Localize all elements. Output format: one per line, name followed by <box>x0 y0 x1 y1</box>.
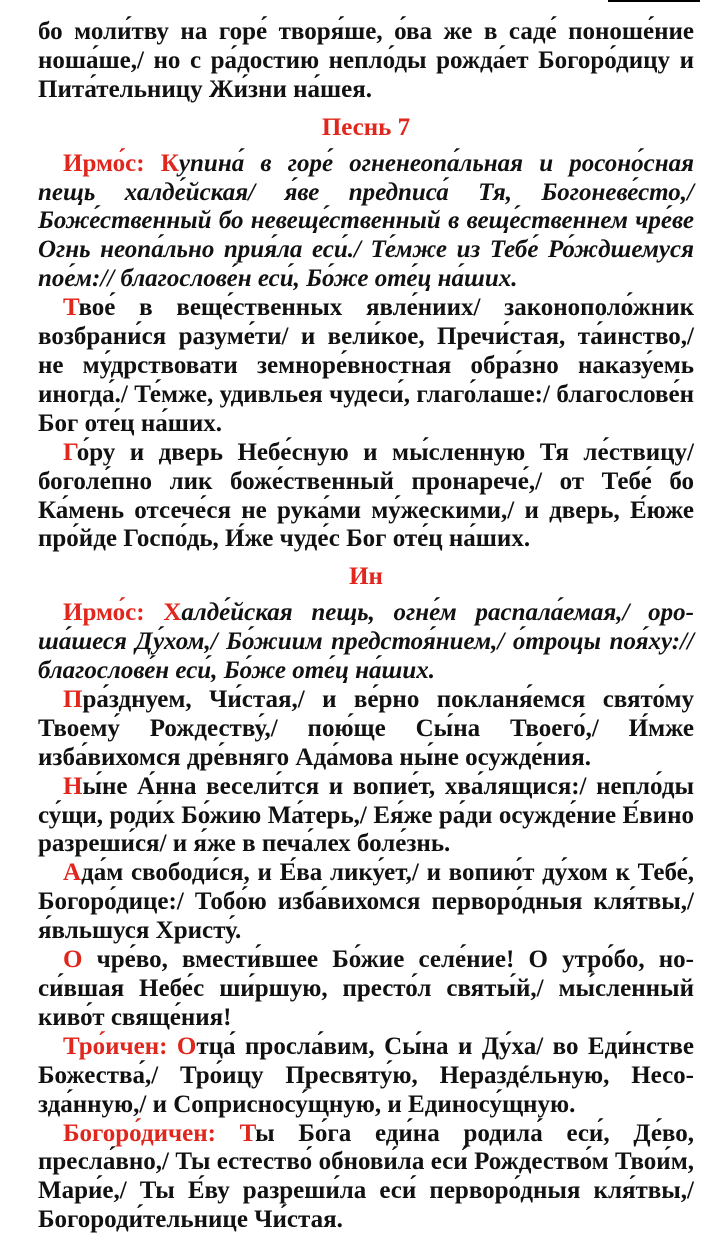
drop-initial: Х <box>163 599 182 627</box>
drop-initial: Н <box>63 772 83 800</box>
theotokion-label: Богоро́дичен: <box>63 1119 216 1147</box>
irmos-text: упина́ в горе́ огненеопа́льная и росоно́сная пещь халде́йская/ я́ве предписа́ Тя, Богоневе́сто,/ Боже́ственный бо невеще́ственный в веще́ственнем чре́ве Огнь неопа́льно прия́ла еси́./ Те́мже из Тебе́ Ро́ждшемуся пое́м:// благослове́н еси́, Бо́же оте́ц на́ших. <box>38 149 695 293</box>
troparion-text: да́м свободи́ся, и Е́ва лику́ет,/ и вопию́т ду́хом к Тебе́, Богоро́дице:/ Тобо́ю изба́вихомся первоpо́дныя кля́твы,/ я́вльшуся Христу́. <box>38 859 694 945</box>
theotokion <box>38 1120 694 1235</box>
inny-heading: Ин <box>349 563 383 591</box>
inny-troparion-1 <box>38 686 694 773</box>
troparion-text: вое́ в веще́ственных явле́ниих/ законополо́жник возбрани́ся разуме́ти/ и вели́кое, Пречи́стая, та́инство,/ не му́дрствовати земноре́вностная обра́зно наказу́емь иногда́./ Те́мже, удивльея чудеси́, глаго́лаше:/ благослове́н Бог оте́ц на́ших. <box>38 294 694 437</box>
inny-troparion-2 <box>38 773 694 860</box>
page-text <box>38 18 694 1235</box>
ode7-troparion-1 <box>38 294 694 439</box>
trinity-text: тца́ просла́вим, Сы́на и Ду́ха/ во Еди́нстве Божества́,/ Тро́ицу Пресвяту́ю, Нераздéльную, Несо-зда́нную,/ и Соприсносу́щную, и Единосу́щную. <box>38 1032 694 1118</box>
troparion-text: чре́во, вмести́вшее Бо́жие селе́ние! О утро́бо, но-си́вшая Небе́с ши́ршую, престо́л святы́й,/ мы́сленный киво́т свяще́ния! <box>38 946 694 1031</box>
irmos-text: алде́йская пещь, огне́м распала́емая,/ оро-ша́шеся Ду́хом,/ Бо́жиим предстоя́нием,/ о́троцы поя́ху:// благослове́н еси́, Бо́же оте́ц на́ших. <box>38 599 695 685</box>
troparion-text: ра́зднуем, Чи́стая,/ и ве́рно покланя́емся свято́му Твоему́ Рождеству́,/ пою́ще Сы́на Твоего́,/ И́мже изба́вихомся дре́вняго Ада́мова ны́не осужде́ния. <box>38 685 694 771</box>
trinity-label: Тро́ичен: <box>63 1032 168 1060</box>
trinity-troparion <box>38 1033 694 1120</box>
drop-initial: О <box>176 1032 197 1060</box>
ode7-irmos <box>38 150 694 295</box>
drop-initial: Г <box>63 438 77 466</box>
continuation-text: бо моли́тву на горе́ творя́ше, о́ва же в саде́ поноше́ние ноша́ше,/ но с ра́достию непло́ды рожда́ет Богоро́дицу и Пита́тельницу Жи́зни на́шея. <box>38 18 694 103</box>
inny-troparion-4 <box>38 946 694 1033</box>
inny-troparion-3 <box>38 859 694 946</box>
irmos-label: Ирмо́с: <box>63 149 145 177</box>
troparion-text: ы́не А́нна весели́тся и вопие́т, хва́лящися:/ непло́ды су́щи, роди́х Бо́жию Ма́терь,/ Ея́же ра́ди осужде́ние Е́вино разреши́ся/ и я́же в печа́лех боле́знь. <box>38 772 694 858</box>
drop-initial: К <box>160 149 179 177</box>
troparion-text: о́ру и дверь Небе́сную и мы́сленную Тя ле́ствицу/ боголе́пно лик боже́ственный пронарече́,/ от Тебе́ бо Ка́мень отсече́ся не рука́ми му́жескими,/ и дверь, Е́юже про́йде Госпо́дь, И́же чуде́с Бог оте́ц на́ших. <box>38 438 694 553</box>
theotokion-text: ы Бо́га еди́на родила́ еси́, Де́во, пресла́вно,/ Ты естество́ обнови́ла еси́ Рождество́м Твои́м, Мари́е,/ Ты Е́ву разреши́ла еси́ первоpо́дныя кля́твы,/ Богороди́тельнице Чи́стая. <box>38 1119 695 1234</box>
drop-initial: Т <box>63 294 79 322</box>
irmos-label: Ирмо́с: <box>63 599 145 627</box>
drop-initial: А <box>63 859 82 887</box>
ode7-troparion-2 <box>38 439 694 555</box>
drop-initial: Т <box>239 1119 256 1147</box>
inny-irmos <box>38 599 694 686</box>
ode7-heading: Песнь 7 <box>321 113 411 141</box>
drop-initial: П <box>63 685 83 713</box>
drop-initial: О <box>63 946 83 974</box>
continuation-paragraph <box>38 18 694 105</box>
top-rule <box>608 0 700 2</box>
